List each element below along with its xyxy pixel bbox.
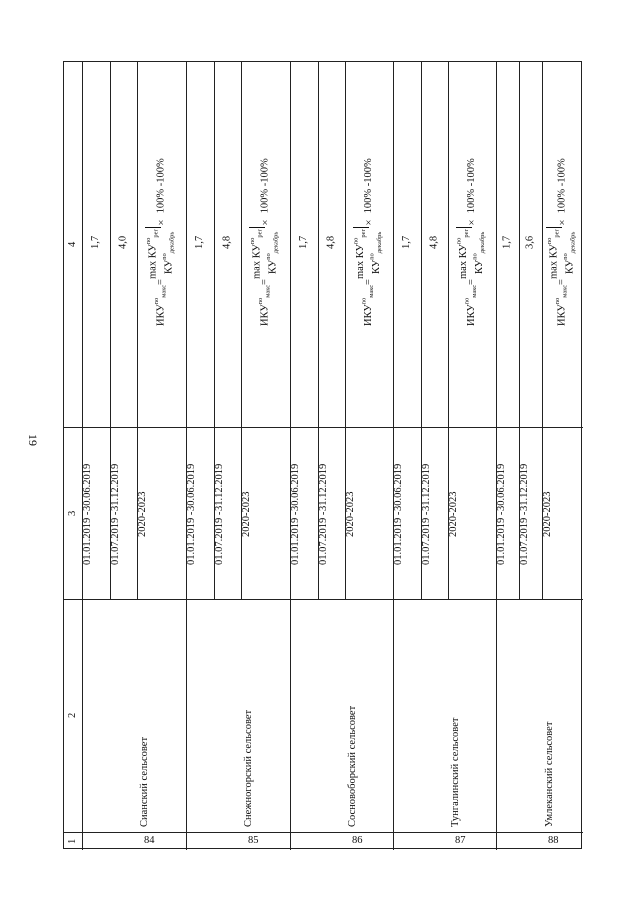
grid-line <box>64 599 583 600</box>
page-number: 19 <box>26 434 40 446</box>
formula-denominator: $КУ^{no}_{декабрь}$ <box>562 231 577 274</box>
formula-cell <box>345 62 393 422</box>
formula-eq: = <box>465 278 477 285</box>
formula-eq: = <box>155 278 167 285</box>
formula-lhs: $ИКУ^{no}_{макс}$ <box>553 284 569 326</box>
period-line: 31.12.2019 <box>110 464 121 512</box>
formula-eq: = <box>362 278 374 285</box>
row-number: 86 <box>352 834 363 846</box>
formula-lhs: $ИКУ^{no}_{макс}$ <box>256 284 272 326</box>
period-line: 01.01.2019 - <box>290 511 301 565</box>
row-number: 87 <box>455 834 466 846</box>
formula-numerator: $\max КУ^{no}_{per}$ <box>144 228 160 279</box>
formula-fraction <box>456 227 488 279</box>
period <box>519 432 542 597</box>
formula <box>142 158 180 326</box>
formula-lhs: $ИКУ^{no}_{макс}$ <box>152 284 168 326</box>
period-line: 2020-2023 <box>241 491 252 538</box>
formula-cell <box>542 62 583 422</box>
value: 4,8 <box>428 235 440 249</box>
formula-denominator: $КУ^{no}_{декабрь}$ <box>471 231 487 274</box>
period <box>186 432 214 597</box>
formula-fraction <box>249 227 281 279</box>
value: 3,6 <box>524 235 536 249</box>
value: 4,0 <box>117 235 129 249</box>
period-line: 01.07.2019 - <box>110 511 121 565</box>
value: 1,7 <box>501 235 513 249</box>
formula-lhs: $ИКУ^{no}_{макс}$ <box>463 284 479 326</box>
period-line: 30.06.2019 <box>393 464 404 512</box>
settlement-name: Сианский сельсовет <box>139 736 150 827</box>
formula <box>543 158 581 326</box>
period-line: 30.06.2019 <box>186 464 197 512</box>
period-line: 01.01.2019 - <box>82 511 93 565</box>
formula-numerator: $\max КУ^{no}_{per}$ <box>455 228 471 279</box>
formula <box>453 158 491 326</box>
period-line: 01.01.2019 - <box>496 511 507 565</box>
period-line: 01.07.2019 - <box>519 511 530 565</box>
period <box>241 432 290 597</box>
value: 4,8 <box>325 235 337 249</box>
formula-tail: × 100% -100% <box>259 158 271 227</box>
formula-numerator: $\max КУ^{no}_{per}$ <box>545 228 561 279</box>
period <box>82 432 110 597</box>
period-line: 2020-2023 <box>345 491 356 538</box>
formula-fraction <box>546 227 578 279</box>
settlement-name: Умлеканский сельсовет <box>544 721 555 827</box>
period <box>496 432 519 597</box>
period-line: 31.12.2019 <box>214 464 225 512</box>
formula-numerator: $\max КУ^{no}_{per}$ <box>352 228 368 279</box>
formula-denominator: $КУ^{no}_{декабрь}$ <box>368 231 384 274</box>
period-line: 01.01.2019 - <box>186 511 197 565</box>
formula <box>246 158 284 326</box>
period <box>393 432 421 597</box>
formula-cell <box>448 62 496 422</box>
value: 1,7 <box>193 235 205 249</box>
period-line: 30.06.2019 <box>496 464 507 512</box>
period <box>214 432 241 597</box>
period-line: 31.12.2019 <box>421 464 432 512</box>
formula-cell <box>241 62 290 422</box>
formula-eq: = <box>259 278 271 285</box>
value: 4,8 <box>221 235 233 249</box>
period-line: 30.06.2019 <box>290 464 301 512</box>
period-line: 30.06.2019 <box>82 464 93 512</box>
period <box>542 432 583 597</box>
period-line: 01.07.2019 - <box>318 511 329 565</box>
formula-fraction <box>353 227 385 279</box>
period-line: 01.01.2019 - <box>393 511 404 565</box>
period <box>318 432 345 597</box>
formula <box>350 158 388 326</box>
formula-tail: × 100% -100% <box>155 158 167 227</box>
formula-lhs: $ИКУ^{no}_{макс}$ <box>360 284 376 326</box>
column-header: 1 <box>66 838 78 844</box>
formula-fraction <box>145 227 177 279</box>
value: 1,7 <box>400 235 412 249</box>
formula-denominator: $КУ^{no}_{декабрь}$ <box>161 231 176 274</box>
period <box>137 432 186 597</box>
period-line: 01.07.2019 - <box>214 511 225 565</box>
row-number: 88 <box>548 834 559 846</box>
tariff-table <box>63 61 582 849</box>
formula-cell <box>137 62 186 422</box>
period <box>110 432 137 597</box>
formula-denominator: $КУ^{no}_{декабрь}$ <box>265 231 280 274</box>
formula-eq: = <box>556 278 568 285</box>
period-line: 2020-2023 <box>137 491 148 538</box>
period-line: 31.12.2019 <box>318 464 329 512</box>
row-number: 84 <box>144 834 155 846</box>
column-header: 3 <box>66 510 78 516</box>
formula-tail: × 100% -100% <box>362 158 374 227</box>
period <box>290 432 318 597</box>
settlement-name: Сосновоборский сельсовет <box>347 705 358 827</box>
formula-tail: × 100% -100% <box>465 158 477 227</box>
period <box>345 432 393 597</box>
period <box>448 432 496 597</box>
column-header: 4 <box>66 241 78 248</box>
formula-tail: × 100% -100% <box>556 158 568 227</box>
period <box>421 432 448 597</box>
value: 1,7 <box>89 235 101 249</box>
formula-numerator: $\max КУ^{no}_{per}$ <box>248 228 264 279</box>
grid-line <box>64 427 583 428</box>
period-line: 31.12.2019 <box>519 464 530 512</box>
column-header: 2 <box>66 712 78 719</box>
value: 1,7 <box>297 235 309 249</box>
settlement-name: Снежногорский сельсовет <box>243 709 254 827</box>
period-line: 2020-2023 <box>448 491 459 538</box>
row-number: 85 <box>248 834 259 846</box>
period-line: 01.07.2019 - <box>421 511 432 565</box>
period-line: 2020-2023 <box>542 491 553 538</box>
settlement-name: Тунгалинский сельсовет <box>450 717 461 827</box>
